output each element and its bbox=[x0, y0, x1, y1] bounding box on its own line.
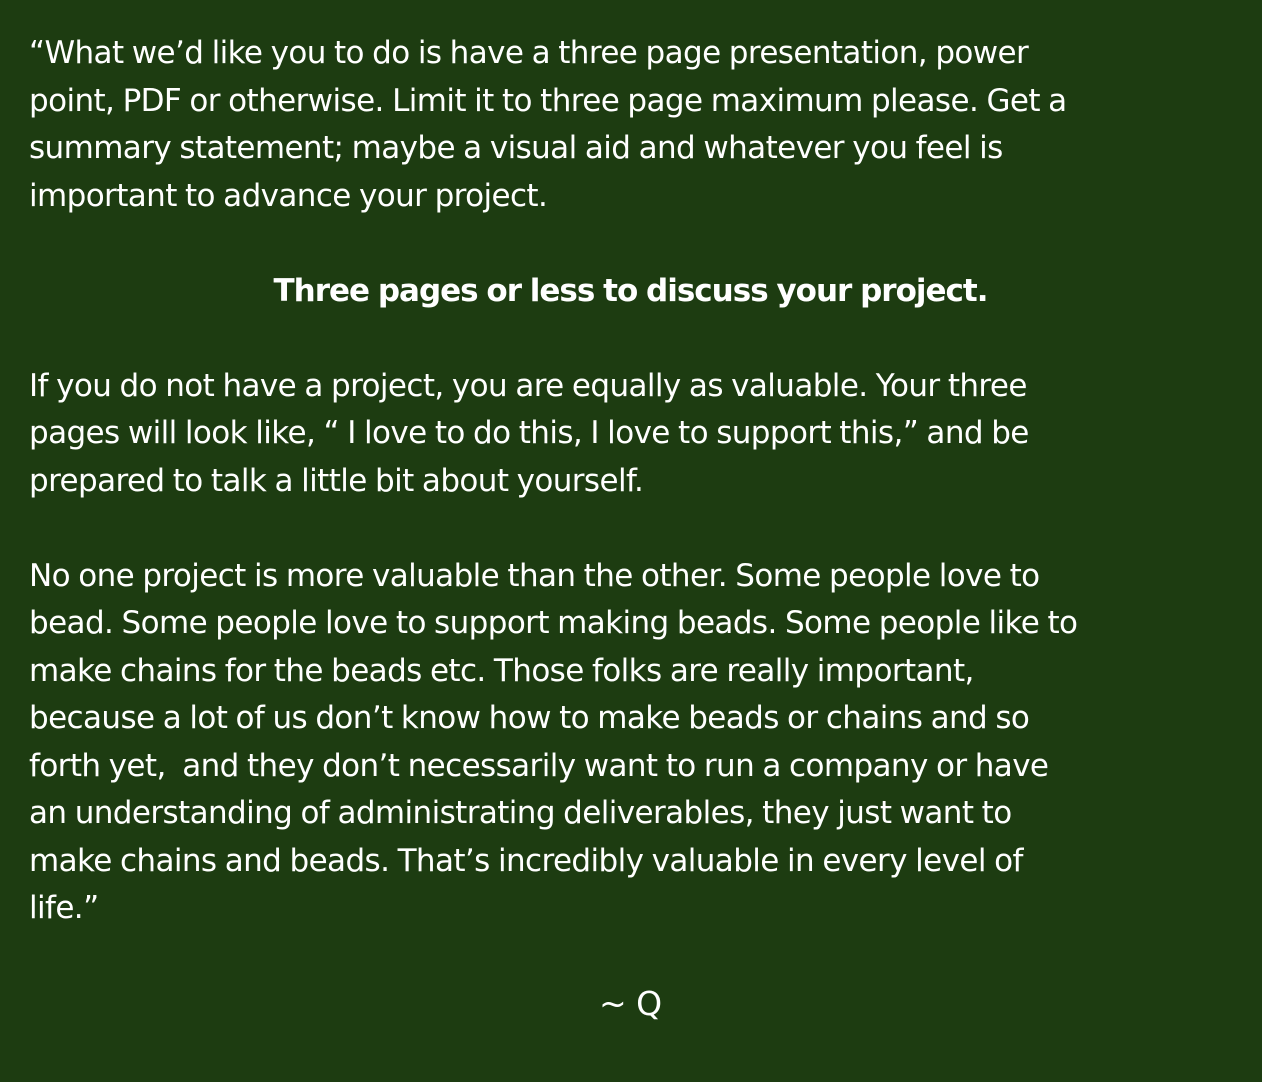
paragraph-spacer bbox=[29, 220, 1242, 268]
quote-paragraph-3: No one project is more valuable than the other. Some people love to bead. Some people love to support making beads. Some people like to make chains for the beads etc. Those folks are really important, because a lot of us don’t know how to make beads or chains and so forth yet, and they don’t necessarily want to run a company or have an understanding of administrating deliverables, they just want to make chains and beads. That’s incredibly valuable in every level of life.” bbox=[29, 557, 1078, 926]
paragraph-spacer bbox=[29, 505, 1242, 553]
paragraph-spacer bbox=[29, 315, 1242, 363]
paragraph-spacer bbox=[29, 933, 1242, 981]
quote-paragraph-2: If you do not have a project, you are equally as valuable. Your three pages will look like, “ I love to do this, I love to support this,” and be prepared to talk a little bit about yourself. bbox=[29, 367, 1029, 499]
attribution-signature: ~ Q bbox=[598, 984, 663, 1023]
quote-paragraph-1: “What we’d like you to do is have a three page presentation, power point, PDF or otherwise. Limit it to three page maximum please. Get a summary statement; maybe a visual aid and whatever you feel is important to advance your project. bbox=[29, 35, 1067, 214]
emphasis-heading: Three pages or less to discuss your project. bbox=[273, 272, 988, 309]
